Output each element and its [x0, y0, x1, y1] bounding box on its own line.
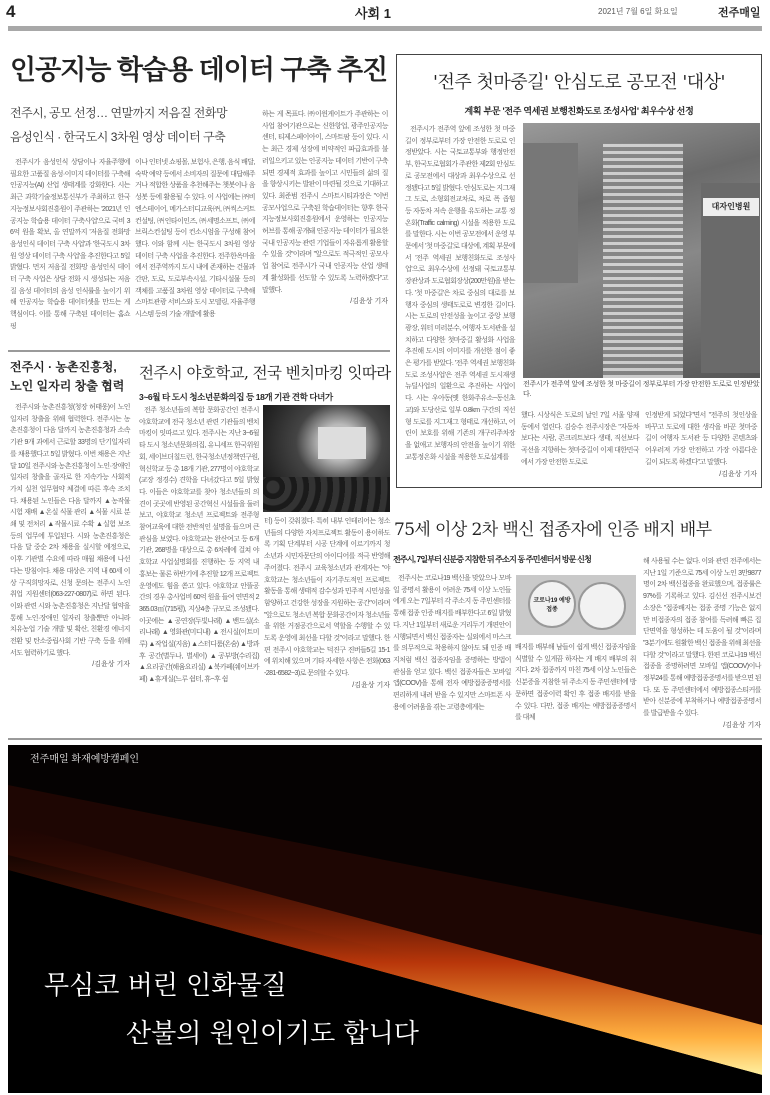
article-school-col1: 전주 청소년들의 복합 문화공간인 전주시 야호학교에 전국 청소년 관련 기관들의 벤치마킹이 잇따르고 있다. 전주시는 지난 3~6월 타 도시 청소년문화의집, 유니세프 한국위원회, 세이브더칠드런, 한국청소년정책연구원, 혁신학교 등 총 18개 기관, 277명이 야호학교(교장 정경수) 견학을 다녀갔다고 5일 밝혔다. 이들은 야호학교를 찾아 청소년들의 의견이 곳곳에 반영된 공간혁신 시설들을 둘러보고, 야호학교 청소년 프로젝트와 전주형 참여교육에 대한 전반적인 설명을 들으며 큰 관심을 보였다. 야호학교는 완산여고 등 6개 기관, 268명을 대상으로 총 6차례에 걸쳐 야호학교 사업설명회를 진행하는 등 지역 내 홍보는 물론 하반기에 추진할 12개 프로젝트 운영에도 힘을 쏟고 있다. 야호학교 안뜰공간의 경우 총사업비 60억 원을 들여 연면적 2365.03㎡(715평), 지상4층 규모로 조성됐다. 이곳에는 ▲공연장(두빛나래) ▲밴드실(소리나래) ▲영화관(미디내) ▲전시실(이트미루) ▲작업실(지음) ▲스터디룸(온숨) ▲방과후 공간(별두나, 별세이) ▲공부방(수리집) ▲요리공간(해윰요리실) ▲북카페(쉐이브카페) ▲휴게실(느루 쉼터, 휴~후 쉼 — [139, 407, 259, 684]
article-road-col3-wrap — [645, 410, 757, 480]
page-number: 4 — [6, 2, 16, 21]
section-label: 사회 1 — [355, 6, 391, 21]
road-median — [603, 143, 683, 378]
headline-road: '전주 첫마중길' 안심도로 공모전 '대상' — [433, 72, 725, 93]
header-bar — [8, 26, 762, 31]
ad-campaign-label: 전주매일 화재예방캠페인 — [30, 754, 140, 765]
article-road-col2-wrap — [521, 410, 639, 469]
article-ai-col2: 이나 인터넷 쇼핑몰, 보험사, 은행, 음식 배달, 숙박 예약 등에서 소비자의 질문에 대답해주거나 적합한 상품을 추천해주는 챗봇이나 음성봇 등에 활용될 수 있다. 이 사업에는 ㈜비엔스테이어, 메가스터디교육㈜, ㈜씩스커트컨설팅, ㈜인타이인즈, ㈜세명소프트, ㈜에브릭스컨설팅 등이 컨소시엄을 구성해 참여했다. 이와 함께 시는 한국도시 3차원 영상 데이터 구축 사업을 추진한다. 전주한옥마을에서 전주역까지 도시 내에 존재하는 건물과 간판, 도로, 도로부속시설, 기타시설물 등의 객체를 고품질 3차원 영상 데이터로 구축해 스마트관광 서비스와 도시 모델링, 자율주행 시스템 등의 기술 개발에 활용 — [135, 159, 255, 319]
article-ai-col2-wrap — [135, 157, 255, 321]
subheadline-vaccine: 전주시, 7일부터 신분증 지참한 뒤 주소지 동 주민센터서 방문 신청 — [393, 555, 592, 564]
subheadline-ai-1: 전주시, 공모 선정… 연말까지 저음질 전화망 — [10, 106, 228, 120]
audience — [263, 477, 390, 512]
article-jobs-body: 전주시와 농촌진흥청(청장 허태웅)이 노인 일자리 창출을 위해 협력한다. 전주시는 농촌진흥청이 다음 달까지 농촌진흥청과 소속 기관 9개 과에서 근로할 33명의 단기일자리를 채용했다고 5일 밝혔다. 이번 채용은 지난달 10일 전주시와 농촌진흥청이 노인·장애인 일자리 창출을 골자로 한 지속가능 사회적 가치 실천 업무협약 체결에 따른 후속 조치다. 채용된 노인들은 다음 달까지 ▲농작물 시험 재배 ▲온실 식물 관리 ▲식물 시료 분쇄 및 전처리 ▲작물시료 수확 ▲실험 보조 등의 업무에 투입된다. 시와 농촌진흥청은 다음 달 중순 2차 채용을 실시할 예정으로, 이후 기관별 수요에 따라 매월 채용에 나선다는 방침이다. 채용 대상은 지역 내 60세 이상 구직희망자로, 신청 문의는 전주시 노인취업 지원센터(063-227-0807)로 하면 된다. 이와 관련 시와 농촌진흥청은 지난달 협약을 통해 노인·장애인 일자리 창출뿐만 아니라 치유농업 기술 개발 및 확산, 친환경 에너지 전환 및 탄소중립사회 기반 구축 등을 위해서도 협력하기로 했다. — [10, 404, 130, 657]
article-ai-col3-wrap — [262, 109, 388, 308]
road-photo — [523, 123, 760, 378]
headline-school: 전주시 야호학교, 전국 벤치마킹 잇따라 — [139, 364, 391, 382]
article-ai-col1: 전주시가 음성인식 상담이나 자율주행에 필요한 고품질 음성·이미지 데이터를 구축해 인공지능(AI) 산업 생태계를 강화한다. 시는 최근 과학기술정보통신부가 주최하고 한국지능정보사회진흥원이 주관하는 '2021년 인공지능 학습용 데이터 구축사업'으로 국비 36억 원을 확보, 올 연말까지 '저음질 전화망 음성인식 데이터 구축 사업'과 '한국도시 3차원 영상 데이터 구축 사업'을 추진한다고 5일 밝혔다. 먼저 저음질 전화망 음성인식 데이터 구축 사업은 상담 전화 시 생성되는 저음질 음성 데이터의 음성 인식률을 높이기 위해 인공지능 학습용 데이터셋을 만드는 게 핵심이다. 이를 통해 구축된 데이터는 홈쇼핑 — [10, 159, 130, 330]
badge-text: 코로나19 예방접종 — [533, 598, 571, 613]
issue-date: 2021년 7월 6일 화요일 — [598, 7, 678, 16]
article-school-col2-wrap — [264, 516, 390, 692]
fire-prevention-ad — [8, 745, 762, 1093]
article-road-col1-wrap — [405, 124, 515, 463]
article-road-col2: 했다. 시상식은 도로의 날인 7일 서울 양재동에서 열린다. 김승수 전주시장은 "자동차보다는 사람, 콘크리트보다 생태, 직선보다 곡선을 지향하는 첫마중길이 이제 대한민국에서 가장 안전한 도로로 — [521, 412, 639, 466]
article-ai-col3: 하는 게 목표다. ㈜이윈게이트가 주관하는 이 사업 참여기관으로는 신한항업, 광주인공지능센터, 티제스페이아이, 스마트팜 등이 있다. 시는 최근 경제 성장에 비약적인 파급효과를 불러일으키고 있는 인공지능 데이터 기반이 구축되면 경제적 효과를 높이고 시민들의 삶의 질을 향상시키는 발판이 마련될 것으로 기대하고 있다. 최준범 전주시 스마트시티과장은 "이번 공모사업으로 구축된 학습데이터는 향후 한국지능정보사회진흥원에서 운영하는 인공지능허브를 통해 공개돼 인공지능 데이터가 필요한 국내 인공지능 관련 기업들이 자유롭게 활용할 수 있을 것"이라며 "앞으로도 적극적인 공모사업 참여로 전주시가 국내 인공지능 산업 생태계 활성화를 선도할 수 있도록 노력하겠다"고 말했다. — [262, 111, 388, 294]
article-road-col1: 전주시가 전주역 앞에 조성한 첫 마중길이 정부로부터 가장 안전한 도로로 인정받았다. 시는 국토교통부와 행정안전부, 한국도로협회가 주관한 제2회 안심도로 공모전에서 대상과 최우수상으로 선정됐다고 5일 밝혔다. 안심도로는 지그재그 도로, 소형회전교차로, 차로 폭 좁힘 등 자동차 저속 운행을 유도하는 교통 정온화(Traffic calming) 시설을 적용한 도로를 말한다. 시는 이번 공모전에서 운영 부문에서 '첫 마중길'로 대상에, 계획 부문에서 '전주 역세권 보행친화도로 조성사업'으로 최우수상에 선정돼 국토교통부장관상과 도로협회장상(200만원)을 받는다. '첫 마중길'은 차로 중심의 대로를 보행자 중심의 생태도로로 변경한 길이다. 시는 도로의 안전성을 높이고 중앙 보행광장, 워터 미러분수, 여행자 도서관을 설치하고 다양한 첫마중길 활성화 사업을 추진해 도시의 이미지를 개선한 점이 좋은 평가를 받았다. '전주 역세권 보행친화도로 조성사업'은 전주 역세권 도시재생 뉴딜사업의 일환으로 추진하는 사업이다. 시는 우아동(옛 한화주유소~동신초교)와 도당산로 일부 0.8km 구간의 직선형 도로를 지그재그 형태로 개선하고, 어린이 보호를 위해 기존의 개구리주차장을 없애고 보행자의 안전을 높이기 위한 교통정온화 시설을 적용한 도로설계를 — [405, 126, 515, 461]
byline-ai: /김윤상 기자 — [350, 298, 388, 306]
byline-road: /김윤상 기자 — [719, 470, 757, 478]
subheadline-school: 3~6월 타 도시 청소년문화의집 등 18개 기관 견학 다녀가 — [139, 392, 333, 402]
headline-jobs-2: 노인 일자리 창출 협력 — [10, 379, 125, 393]
headline-jobs-1: 전주시 · 농촌진흥청, — [10, 360, 117, 374]
vaccine-badge-photo — [516, 575, 636, 635]
hospital-sign: 대자인병원 — [703, 198, 759, 216]
article-vaccine-col3: 해 사용될 수는 없다. 이와 관련 전주에서는 지난 1일 기준으로 75세 이상 노인 3만9877명이 2차 백신접종을 완료했으며, 접종률은 97%를 기록하고 있다. 김신선 전주시보건소장은 "접종배지는 접종 증명 기능은 없지만 비접종자의 접종 참여를 독려해 빠른 집단면역을 형성하는 데 도움이 될 것"이라며 "3분기에도 원활한 백신 접종을 위해 최선을 다할 것"이라고 말했다. 한편 코로나19 백신접종을 증명하려면 모바일 앱(COOV)이나 정부24를 통해 예방접종증명서를 받으면 된다. 또 동 주민센터에서 예방접종스티커를 받아 신분증에 부착하거나 예방접종증명서를 발급받을 수 있다. — [643, 558, 761, 718]
article-vaccine-col1: 전주시는 코로나19 백신을 맞았으나 모바일 증명서 활용이 어려운 75세 이상 노인들에게 오는 7일부터 각 주소지 동 주민센터를 통해 접종 인증 배지를 배부한다고 6일 밝혔다. 지난 1일부터 새로운 거리두기 개편안이 시행되면서 백신 접종자는 실외에서 마스크를 의무적으로 착용하지 않아도 돼 인증 배지처럼 백신 접종자임을 증명하는 방법이 관심을 얻고 있다. 백신 접종자들은 모바일 앱(COOV)을 통해 전자 예방접종증명서를 편리하게 내려 받을 수 있지만 스마트폰 사용에 어려움을 겪는 고령층에게는 — [393, 575, 511, 711]
projection-screen — [318, 427, 366, 459]
headline-vaccine: 75세 이상 2차 백신 접종자에 인증 배지 배부 — [394, 520, 712, 540]
subheadline-road: 계획 부문 '전주 역세권 보행친화도로 조성사업' 최우수상 선정 — [464, 106, 694, 116]
article-school-col1-wrap — [139, 405, 259, 686]
article-ai-col1-wrap — [10, 157, 130, 333]
ad-slogan-line1: 무심코 버린 인화물질 — [44, 971, 287, 1001]
article-road-col3: 인정받게 되었다"면서 "전주의 첫인상을 바꾸고 도로에 대한 생각을 바꾼 첫마중길이 여행자 도서관 등 다양한 콘텐츠와 어우러져 가장 안전하고 가장 아름다운 길이 되도록 하겠다"고 말했다. — [645, 412, 757, 466]
article-vaccine-col1-wrap — [393, 573, 511, 713]
divider — [8, 738, 762, 740]
byline-jobs: /김윤상 기자 — [92, 661, 130, 669]
divider — [8, 350, 390, 352]
road-photo-caption: 전주시가 전주역 앞에 조성한 첫 마중길이 정부로부터 가장 안전한 도로로 인정받았다. — [523, 381, 760, 398]
badge-2 — [578, 582, 626, 630]
article-vaccine-col2: 배지를 배부해 남들이 쉽게 백신 접종자임을 식별할 수 있게끔 하자는 게 배지 배부의 취지다. 2차 접종까지 마친 75세 이상 노인들은 신분증을 지참한 뒤 주소지 동 주민센터에 방문하면 접종이력 확인 후 접종 배지를 받을 수 있다. 다만, 접종 배지는 예방접종증명서를 대체 — [515, 644, 636, 722]
school-photo — [263, 405, 390, 512]
byline-school: /김윤상 기자 — [352, 681, 390, 689]
byline-vaccine: /김윤상 기자 — [723, 721, 761, 729]
subheadline-ai-2: 음성인식 · 한국도시 3차원 영상 데이터 구축 — [10, 130, 226, 144]
newspaper-name: 전주매일 — [718, 7, 761, 19]
article-vaccine-col3-wrap — [643, 556, 761, 732]
building-left — [523, 143, 578, 283]
headline-ai: 인공지능 학습용 데이터 구축 추진 — [10, 55, 388, 85]
ad-slogan-line2: 산불의 원인이기도 합니다 — [126, 1019, 419, 1049]
article-school-col2: 터) 등이 갖춰졌다. 특히 내부 인테리어는 청소년들의 다양한 자치프로젝트 활동이 용이하도록 기획 단계부터 시공 단계에 이르기까지 청소년과 시민자문단의 아이디어를 적극 반영해 주어졌다. 전주시 교육청소년과 관계자는 "야호학교는 청소년들이 자기주도적인 프로젝트 활동을 통해 생태적 감수성과 민주적 시민성을 함양하고 건강한 성장을 지원하는 공간"이라며 "앞으로도 청소년 복합 문화공간이자 청소년들을 위한 거점공간으로서 역할을 수행할 수 있도록 운영에 최선을 다할 것"이라고 말했다. 한편 전주시 야호학교는 덕진구 진버들5길 15-1에 위치해 있으며 기타 자세한 사항은 전화(063-281-6582~3)로 문의할 수 있다. — [264, 518, 390, 678]
article-vaccine-col2-wrap — [515, 642, 636, 724]
article-jobs-wrap — [10, 402, 130, 671]
